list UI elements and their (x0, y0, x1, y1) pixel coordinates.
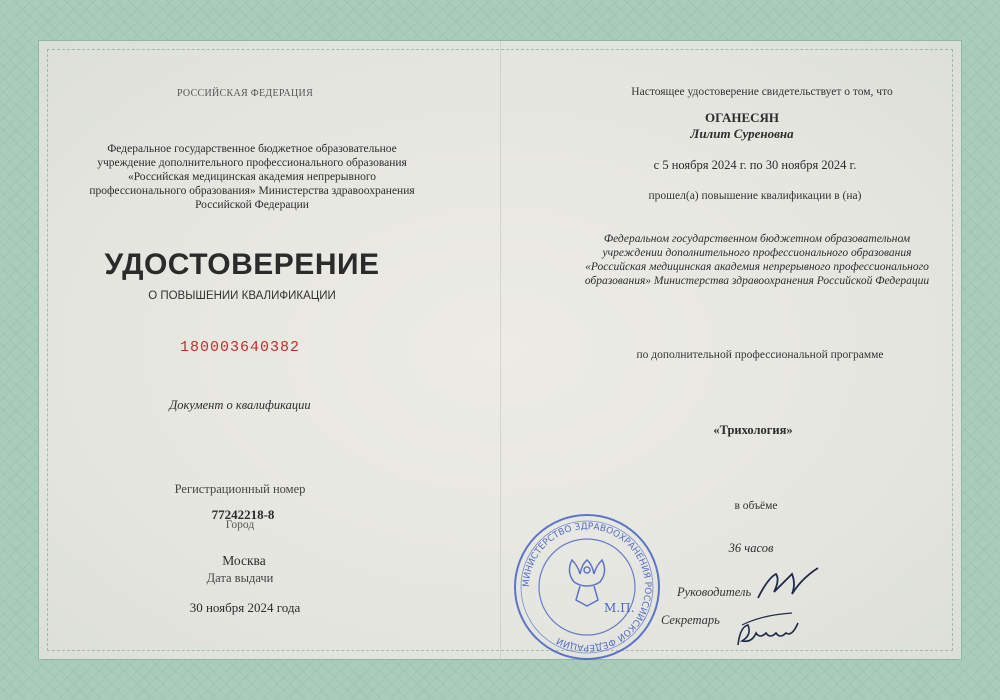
secretary-signature-label: Секретарь (661, 613, 720, 627)
hours-value: 36 часов (728, 541, 774, 555)
attestation-text: Настоящее удостоверение свидетельствует о том, что (631, 86, 893, 98)
city-value: Москва (222, 553, 266, 568)
training-period: с 5 ноября 2024 г. по 30 ноября 2024 г. (653, 158, 857, 172)
issuing-institution: Федеральное государственное бюджетное образовательное учреждение дополнительного профессионального образования «Российская медицинская академия непрерывного профессионального образования» Министерства здравоохранения Российской Федерации (89, 143, 415, 211)
volume-label: в объёме (734, 500, 778, 512)
document-title: УДОСТОВЕРЕНИЕ (104, 248, 380, 281)
training-organization: Федеральном государственном бюджетном образовательном учреждении дополнительного профессионального образования «Российская медицинская академия непрерывного профессионального образования» Министерства здравоохранения Российской Федерации (584, 233, 930, 287)
program-name: «Трихология» (713, 423, 793, 437)
head-signature-label: Руководитель (677, 585, 752, 599)
completion-text: прошел(а) повышение квалификации в (на) (648, 190, 862, 202)
document-subtitle: О ПОВЫШЕНИИ КВАЛИФИКАЦИИ (148, 290, 336, 302)
program-label: по дополнительной профессиональной программе (636, 349, 884, 361)
document-kind: Документ о квалификации (169, 398, 311, 412)
stamp-ring-text: МИНИСТЕРСТВО ЗДРАВООХРАНЕНИЯ РОССИЙСКОЙ ФЕДЕРАЦИИ (521, 521, 653, 653)
issue-date: 30 ноября 2024 года (189, 600, 301, 615)
stamp-center-text: М.П. (604, 601, 635, 615)
fold-line (500, 40, 501, 660)
document-number: 180003640382 (179, 339, 301, 356)
country-heading: РОССИЙСКАЯ ФЕДЕРАЦИЯ (176, 88, 314, 99)
issue-date-label: Дата выдачи (206, 571, 274, 585)
city-label: Город (225, 519, 255, 531)
holder-given-names: Лилит Суреновна (690, 126, 794, 141)
registration-label: Регистрационный номер (174, 482, 306, 496)
registration-number: 77242218-8 (211, 507, 275, 522)
holder-surname: ОГАНЕСЯН (704, 110, 780, 125)
